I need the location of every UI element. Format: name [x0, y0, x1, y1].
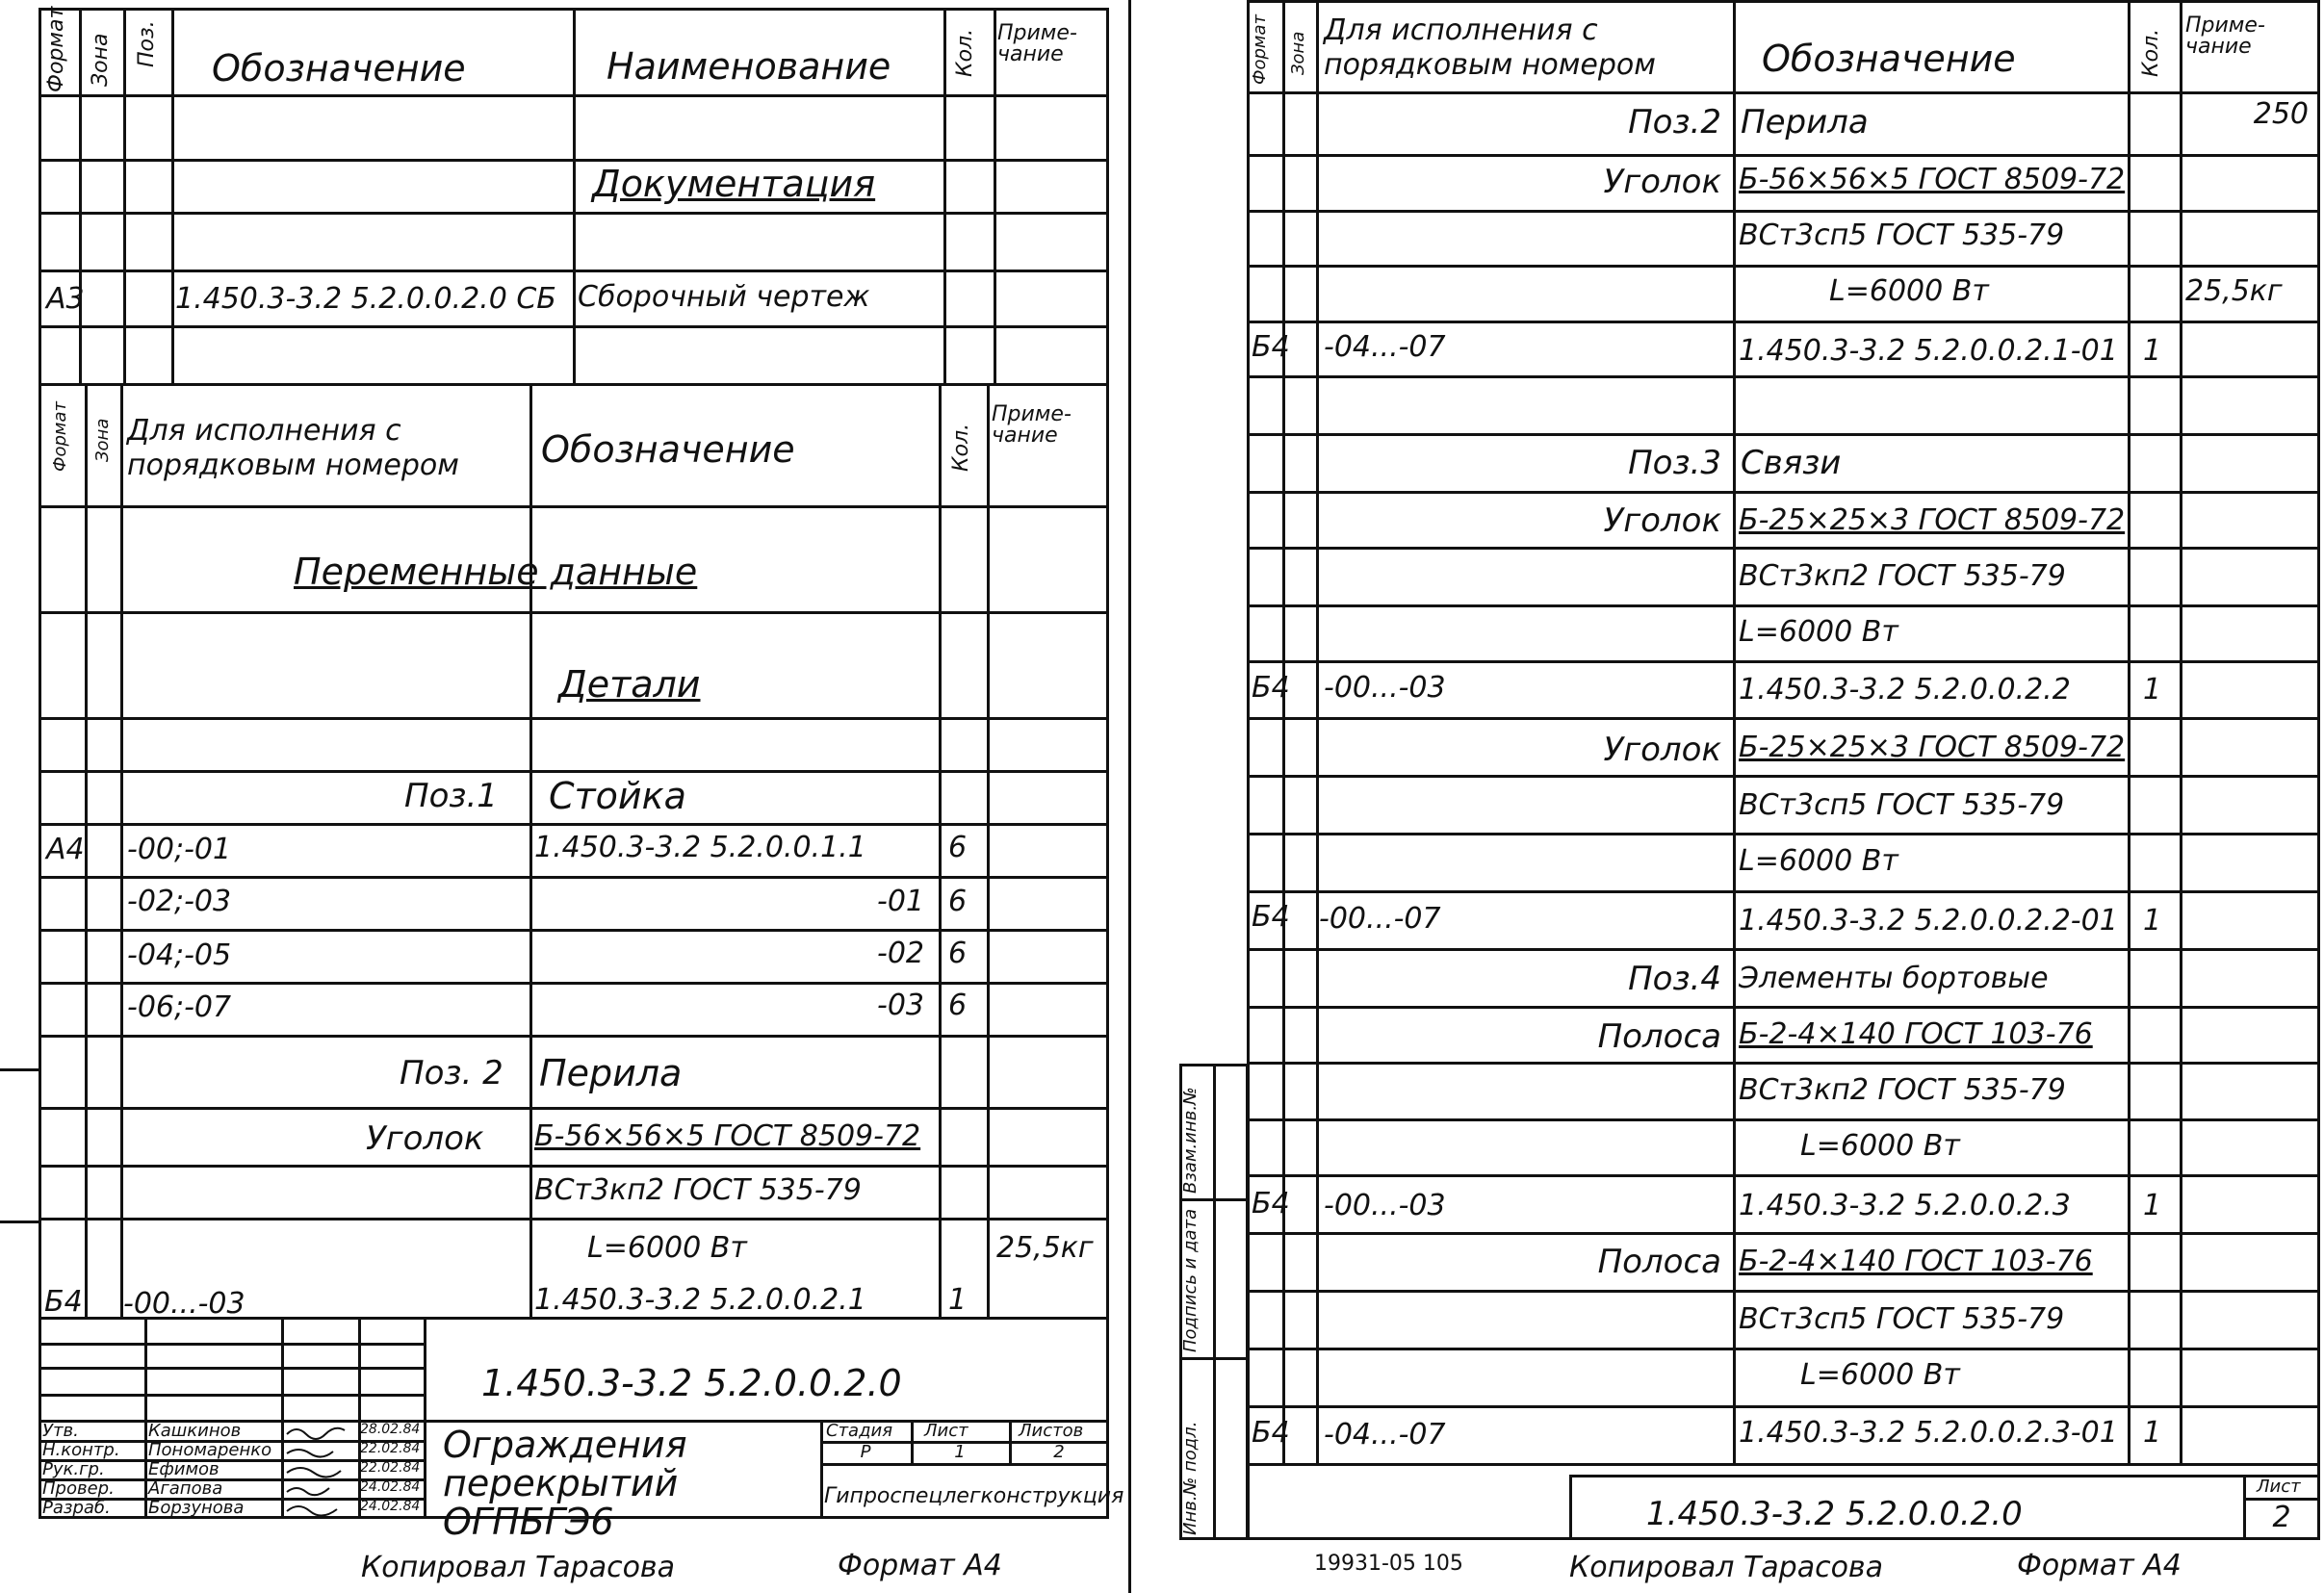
- var-header-qty: Кол.: [949, 423, 973, 472]
- doc-name: Сборочный чертеж: [578, 280, 870, 314]
- rowC-qty: 1: [2143, 904, 2162, 938]
- date-0: 28.02.84: [360, 1422, 421, 1437]
- strip-label-1: Полоса: [1597, 1017, 1721, 1056]
- row2-designation: -01: [877, 885, 924, 918]
- footer-copied: Копировал Тарасова: [361, 1551, 675, 1584]
- length: L=6000 Вт: [587, 1231, 747, 1265]
- name-1: Пономаренко: [148, 1440, 272, 1460]
- header-zone: Зона: [1288, 31, 1308, 75]
- row2-variant: -02;-03: [127, 885, 232, 918]
- role-4: Разраб.: [42, 1498, 111, 1518]
- length-1: L=6000 Вт: [1829, 274, 1989, 308]
- pos3-label: Поз.3: [1628, 444, 1721, 482]
- footer-order: 19931-05 105: [1314, 1552, 1463, 1576]
- rowA-designation: 1.450.3-3.2 5.2.0.0.2.1-01: [1739, 334, 2118, 368]
- organization: Гипроспецлегконструкция: [824, 1484, 1124, 1508]
- pos2-note: 250: [2253, 97, 2309, 131]
- length-4: L=6000 Вт: [1800, 1129, 1960, 1163]
- header-qty: Кол.: [2139, 28, 2163, 77]
- rowA-variant: -04...-07: [1324, 330, 1446, 364]
- angle-spec-3: Б-25×25×3 ГОСТ 8509-72: [1739, 731, 2126, 764]
- rowE-format: Б4: [1252, 1416, 1290, 1450]
- footer-format-2: Формат А4: [2017, 1549, 2182, 1582]
- angle-label-2: Уголок: [1603, 501, 1721, 540]
- title-block-title: Ограждения перекрытий ОГПБГЭ6: [443, 1424, 687, 1543]
- header-pos: Поз.: [135, 20, 159, 67]
- role-2: Рук.гр.: [42, 1459, 105, 1479]
- strip-spec-1: Б-2-4×140 ГОСТ 103-76: [1739, 1017, 2093, 1051]
- strip-label-2: Полоса: [1597, 1243, 1721, 1281]
- row2-qty: 6: [948, 885, 968, 918]
- section-details: Детали: [558, 663, 701, 706]
- footer-copied-2: Копировал Тарасова: [1569, 1551, 1883, 1584]
- header-format: Формат: [44, 6, 68, 92]
- name-0: Кашкинов: [148, 1421, 242, 1441]
- angle-label-3: Уголок: [1603, 731, 1721, 769]
- pos3-name: Связи: [1741, 444, 1842, 482]
- header-name: Наименование: [607, 45, 891, 88]
- pos4-name: Элементы бортовые: [1739, 962, 2049, 995]
- header-zone: Зона: [89, 33, 113, 87]
- length-3: L=6000 Вт: [1739, 844, 1898, 878]
- weight: 25,5кг: [996, 1231, 1094, 1265]
- rowA-qty: 1: [2143, 334, 2162, 368]
- title-block-2-sheet-label: Лист: [2257, 1477, 2301, 1497]
- angle-spec-2: Б-25×25×3 ГОСТ 8509-72: [1739, 503, 2126, 537]
- rowE-variant: -04...-07: [1324, 1418, 1446, 1452]
- row5-qty: 1: [948, 1283, 968, 1317]
- row4-qty: 6: [948, 989, 968, 1022]
- date-4: 24.02.84: [360, 1499, 421, 1514]
- rowC-variant: -00...-07: [1319, 902, 1441, 936]
- rowD-designation: 1.450.3-3.2 5.2.0.0.2.3: [1739, 1189, 2071, 1222]
- header-designation: Обозначение: [1762, 38, 2016, 80]
- sheets-label: Листов: [1019, 1421, 1084, 1441]
- date-1: 22.02.84: [360, 1441, 421, 1456]
- signature-marks: [283, 1421, 358, 1519]
- row1-variant: -00;-01: [127, 833, 232, 866]
- rowA-format: Б4: [1252, 330, 1290, 364]
- angle-spec-1: Б-56×56×5 ГОСТ 8509-72: [1739, 163, 2126, 196]
- header-qty: Кол.: [953, 28, 977, 77]
- length-2: L=6000 Вт: [1739, 615, 1898, 649]
- rowB-format: Б4: [1252, 671, 1290, 705]
- row4-variant: -06;-07: [127, 990, 232, 1024]
- section-variable-data: Переменные данные: [294, 551, 698, 593]
- sheet-1: [0, 0, 1124, 1593]
- role-0: Утв.: [42, 1421, 79, 1441]
- var-header-zone: Зона: [92, 418, 113, 462]
- title-block-2-code: 1.450.3-3.2 5.2.0.0.2.0: [1646, 1495, 2023, 1533]
- steel-spec-1: ВСт3сп5 ГОСТ 535-79: [1739, 218, 2065, 252]
- row3-designation: -02: [877, 937, 924, 970]
- header-note: Приме-чание: [997, 21, 1077, 66]
- row5-format: Б4: [44, 1285, 83, 1319]
- name-3: Агапова: [148, 1478, 223, 1499]
- rowD-format: Б4: [1252, 1187, 1290, 1220]
- sheet-value: 1: [954, 1442, 966, 1462]
- stage-value: Р: [860, 1442, 871, 1462]
- var-header-note: Приме-чание: [992, 402, 1072, 448]
- side-label-signature: Подпись и дата: [1180, 1208, 1201, 1352]
- length-5: L=6000 Вт: [1800, 1358, 1960, 1392]
- steel-spec-3: ВСт3сп5 ГОСТ 535-79: [1739, 788, 2065, 822]
- pos4-label: Поз.4: [1628, 960, 1721, 998]
- role-1: Н.контр.: [42, 1440, 120, 1460]
- date-3: 24.02.84: [360, 1479, 421, 1495]
- row5-variant: -00...-03: [123, 1287, 245, 1321]
- sheet-divider: [1128, 0, 1131, 1593]
- rowB-designation: 1.450.3-3.2 5.2.0.0.2.2: [1739, 673, 2071, 707]
- sheet-label: Лист: [924, 1421, 968, 1441]
- row4-designation: -03: [877, 989, 924, 1022]
- pos2-label: Поз.2: [1628, 103, 1721, 141]
- steel-spec: ВСт3кп2 ГОСТ 535-79: [534, 1173, 862, 1207]
- side-label-inv: Инв.№ подл.: [1180, 1421, 1201, 1535]
- doc-designation: 1.450.3-3.2 5.2.0.0.2.0 СБ: [175, 282, 556, 316]
- name-2: Ефимов: [148, 1459, 219, 1479]
- rowD-qty: 1: [2143, 1189, 2162, 1222]
- row3-variant: -04;-05: [127, 938, 232, 972]
- title-block-code: 1.450.3-3.2 5.2.0.0.2.0: [481, 1362, 902, 1404]
- angle-label-1: Уголок: [1603, 163, 1721, 201]
- pos1-name: Стойка: [549, 775, 686, 817]
- header-format: Формат: [1250, 13, 1270, 85]
- rowE-designation: 1.450.3-3.2 5.2.0.0.2.3-01: [1739, 1416, 2118, 1450]
- angle-label: Уголок: [366, 1119, 484, 1158]
- rowB-qty: 1: [2143, 673, 2162, 707]
- date-2: 22.02.84: [360, 1460, 421, 1476]
- rowC-designation: 1.450.3-3.2 5.2.0.0.2.2-01: [1739, 904, 2118, 938]
- var-header-format: Формат: [50, 400, 70, 472]
- row1-qty: 6: [948, 831, 968, 864]
- pos1-label: Поз.1: [404, 777, 498, 815]
- sheet-2: [1136, 0, 2320, 1593]
- header-note: Приме-чание: [2185, 13, 2265, 59]
- steel-spec-5: ВСт3сп5 ГОСТ 535-79: [1739, 1302, 2065, 1336]
- header-designation: Обозначение: [212, 47, 466, 90]
- row5-designation: 1.450.3-3.2 5.2.0.0.2.1: [534, 1283, 866, 1317]
- row1-format: А4: [46, 833, 85, 866]
- row3-qty: 6: [948, 937, 968, 970]
- role-3: Провер.: [42, 1478, 115, 1499]
- var-header-variant: Для исполнения с порядковым номером: [127, 414, 459, 482]
- name-4: Борзунова: [148, 1498, 245, 1518]
- pos2-name: Перила: [539, 1052, 683, 1094]
- steel-spec-4: ВСт3кп2 ГОСТ 535-79: [1739, 1073, 2066, 1107]
- rowB-variant: -00...-03: [1324, 671, 1446, 705]
- strip-spec-2: Б-2-4×140 ГОСТ 103-76: [1739, 1245, 2093, 1278]
- section-documentation: Документация: [592, 163, 876, 205]
- angle-spec: Б-56×56×5 ГОСТ 8509-72: [534, 1119, 921, 1153]
- header-variant: Для исполнения с порядковым номером: [1324, 13, 1656, 82]
- sheets-value: 2: [1053, 1442, 1065, 1462]
- rowD-variant: -00...-03: [1324, 1189, 1446, 1222]
- rowE-qty: 1: [2143, 1416, 2162, 1450]
- doc-format: А3: [46, 282, 85, 316]
- pos2-label: Поз. 2: [400, 1054, 504, 1092]
- steel-spec-2: ВСт3кп2 ГОСТ 535-79: [1739, 559, 2066, 593]
- var-header-designation: Обозначение: [541, 428, 795, 471]
- row1-designation: 1.450.3-3.2 5.2.0.0.1.1: [534, 831, 866, 864]
- stage-label: Стадия: [826, 1421, 893, 1441]
- rowC-format: Б4: [1252, 900, 1290, 934]
- side-label-replaced: Взам.инв.№: [1180, 1087, 1201, 1194]
- weight-1: 25,5кг: [2185, 274, 2283, 308]
- pos2-name: Перила: [1741, 103, 1869, 141]
- footer-format: Формат А4: [838, 1549, 1002, 1582]
- title-block-2-sheet: 2: [2272, 1501, 2291, 1534]
